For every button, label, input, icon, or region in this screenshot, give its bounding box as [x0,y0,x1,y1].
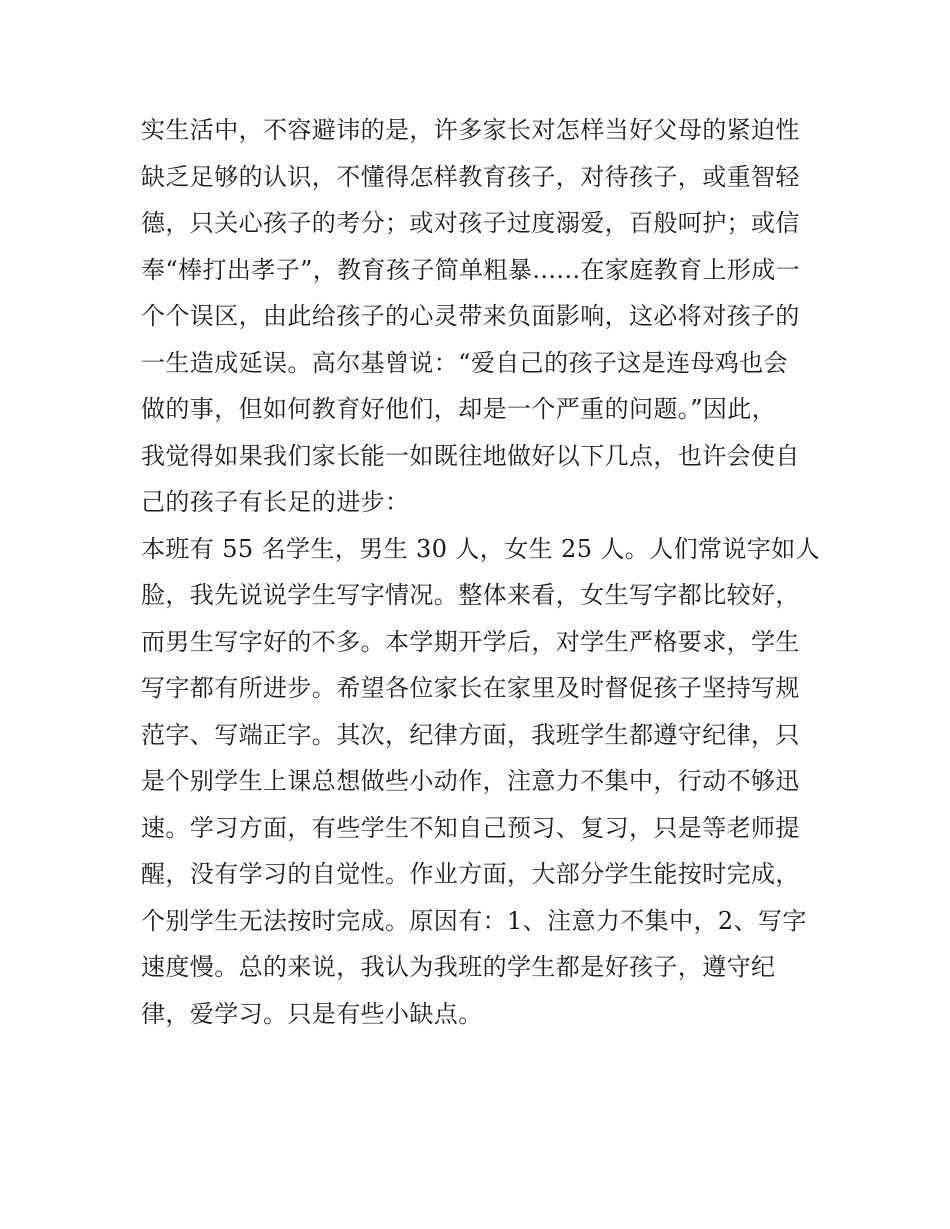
text-line: 律，爱学习。只是有些小缺点。 [141,999,483,1028]
text-line: 醒，没有学习的自觉性。作业方面，大部分学生能按时完成， [141,860,800,888]
text-line: 个个误区，由此给孩子的心灵带来负面影响，这必将对孩子的 [141,302,800,330]
document-body [141,107,821,1037]
text-line: 实生活中，不容避讳的是，许多家长对怎样当好父母的紧迫性 [141,116,800,144]
text-line: 德，只关心孩子的考分；或对孩子过度溺爱，百般呵护；或信 [141,209,800,237]
text-line: 己的孩子有长足的进步： [141,488,410,516]
text-line: 一生造成延误。高尔基曾说：“爱自己的孩子这是连母鸡也会 [141,348,789,377]
text-line: 脸，我先说说学生写字情况。整体来看，女生写字都比较好， [141,581,800,609]
text-line: 范字、写端正字。其次，纪律方面，我班学生都遵守纪律，只 [141,720,800,749]
text-line: 奉“棒打出孝子”，教育孩子简单粗暴......在家庭教育上形成一 [141,255,801,284]
text-line: 个别学生无法按时完成。原因有：1、注意力不集中，2、写字 [141,906,807,935]
text-line: 缺乏足够的认识，不懂得怎样教育孩子，对待孩子，或重智轻 [141,162,800,191]
text-line: 本班有 55 名学生，男生 30 人，女生 25 人。人们常说字如人 [141,534,820,563]
text-line: 做的事，但如何教育好他们，却是一个严重的问题。”因此， [141,395,777,423]
text-line: 是个别学生上课总想做些小动作，注意力不集中，行动不够迅 [141,767,800,795]
text-line: 速。学习方面，有些学生不知自己预习、复习，只是等老师提 [141,813,800,842]
text-line: 而男生写字好的不多。本学期开学后，对学生严格要求，学生 [141,627,800,656]
text-line: 我觉得如果我们家长能一如既往地做好以下几点，也许会使自 [141,441,800,470]
text-line: 写字都有所进步。希望各位家长在家里及时督促孩子坚持写规 [141,674,800,702]
text-line: 速度慢。总的来说，我认为我班的学生都是好孩子，遵守纪 [141,953,776,981]
